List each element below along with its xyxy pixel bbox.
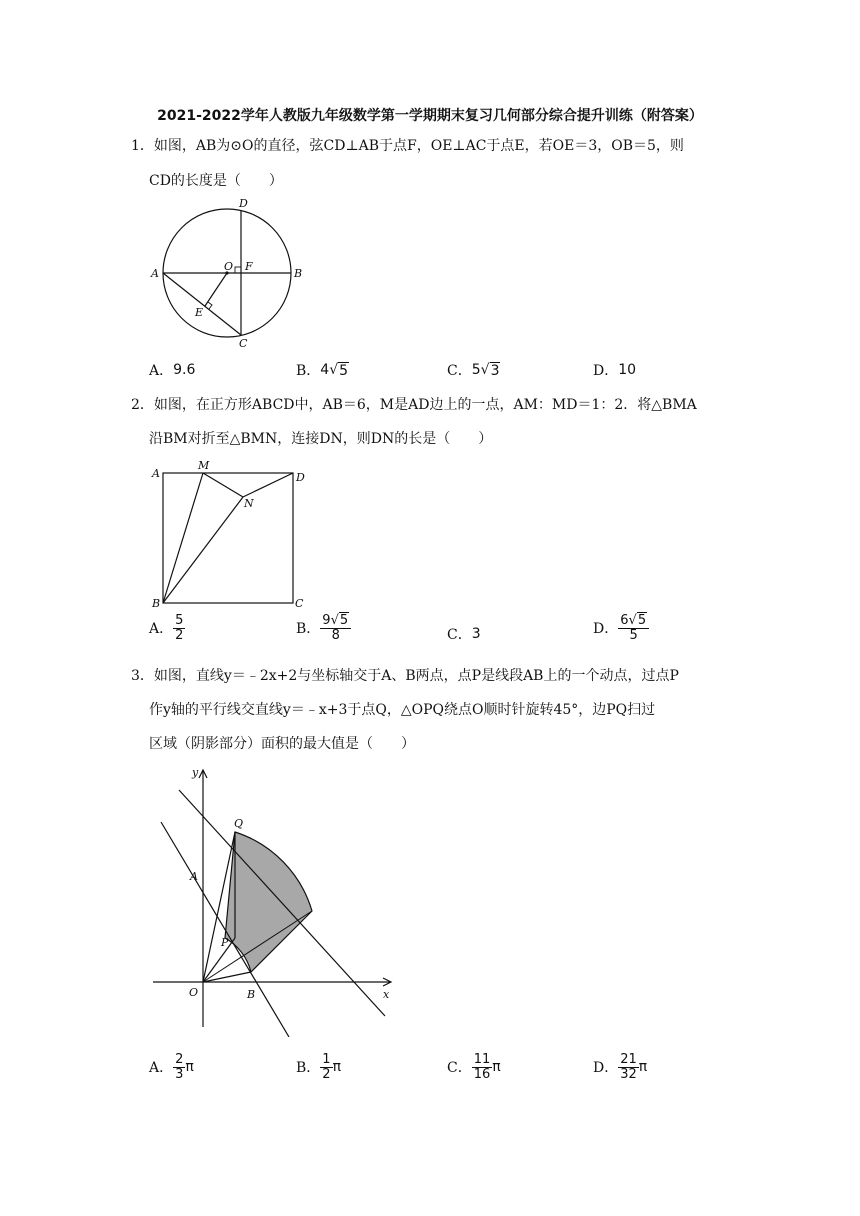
q1-option-b[interactable]	[296, 360, 349, 380]
fraction	[173, 1053, 185, 1081]
q1-stem-line1: 1．如图，AB为⊙O的直径，弦CD⊥AB于点F，OE⊥AC于点E，若OE＝3，OB＝5，则	[131, 138, 684, 154]
label-b: B	[294, 267, 303, 280]
q2-option-d[interactable]	[593, 614, 649, 642]
q3-stem-line1: 3．如图，直线y＝﹣2x+2与坐标轴交于A、B两点，点P是线段AB上的一个动点，过点P	[131, 668, 679, 684]
pi-symbol: π	[492, 1059, 501, 1076]
segment-mn	[203, 473, 243, 497]
denominator: 3	[175, 1066, 184, 1082]
option-prefix: C．	[447, 363, 472, 379]
label-p: P	[221, 936, 229, 949]
radicand: 5	[339, 613, 349, 628]
segment-dn	[243, 473, 293, 497]
numerator	[618, 614, 649, 629]
fraction	[618, 1053, 639, 1081]
pi-symbol: π	[332, 1059, 342, 1076]
option-prefix: D．	[593, 1060, 619, 1077]
q3-stem-line3: 区域（阴影部分）面积的最大值是（ ）	[149, 736, 415, 752]
q3-stem-line2: 作y轴的平行线交直线y＝﹣x+3于点Q，△OPQ绕点O顺时针旋转45°，边PQ扫过	[149, 702, 656, 718]
chord-ac	[163, 273, 241, 335]
q2-option-b[interactable]	[296, 614, 351, 642]
fraction	[618, 614, 649, 642]
option-prefix: A．	[149, 1060, 174, 1077]
q1-option-d[interactable]	[593, 360, 636, 380]
sqrt-icon: √	[628, 613, 637, 628]
option-prefix: D．	[593, 363, 619, 379]
option-radicand: 3	[490, 362, 500, 379]
segment-oe	[205, 273, 227, 306]
q3-coordinate-figure	[145, 762, 405, 1037]
numerator	[320, 614, 351, 629]
label-n: N	[244, 497, 254, 510]
numerator: 21	[620, 1052, 637, 1067]
q2-square-figure	[145, 455, 315, 610]
segment-bn	[163, 497, 243, 603]
label-o: O	[224, 260, 234, 273]
label-a: A	[151, 267, 159, 280]
radicand: 5	[637, 613, 647, 628]
coefficient: 6	[620, 613, 629, 628]
option-prefix: A．	[149, 363, 174, 379]
denominator: 2	[322, 1066, 331, 1082]
label-d: D	[296, 471, 305, 484]
pi-symbol: π	[185, 1059, 194, 1076]
q3-option-d[interactable]	[593, 1053, 647, 1081]
option-prefix: C．	[447, 1060, 472, 1077]
q1-circle-figure	[145, 195, 315, 350]
option-value: 10	[618, 362, 637, 378]
fraction	[320, 1053, 332, 1081]
q2-option-c[interactable]	[447, 624, 481, 644]
label-x: x	[383, 988, 390, 1001]
option-prefix: B．	[296, 621, 321, 638]
denominator: 5	[629, 627, 638, 643]
numerator: 1	[322, 1052, 331, 1067]
label-q: Q	[234, 817, 244, 830]
sqrt-icon: √	[329, 362, 339, 378]
label-a: A	[190, 870, 198, 883]
right-angle-f	[235, 267, 241, 273]
q1-stem-line2: CD的长度是（ ）	[149, 173, 283, 189]
sqrt-icon: √	[480, 362, 490, 378]
numerator: 5	[175, 613, 184, 628]
label-e: E	[195, 306, 204, 319]
label-o: O	[189, 986, 199, 999]
segment-bm	[163, 473, 203, 603]
denominator: 32	[620, 1066, 637, 1082]
denominator: 16	[473, 1066, 491, 1082]
q2-option-a[interactable]	[149, 614, 185, 642]
option-coefficient: 4	[320, 362, 330, 378]
option-value: 3	[471, 626, 481, 642]
label-y: y	[192, 766, 199, 779]
sqrt-icon: √	[330, 613, 339, 628]
q3-option-b[interactable]	[296, 1053, 341, 1081]
pi-symbol: π	[638, 1059, 648, 1076]
option-prefix: D．	[593, 621, 619, 638]
q2-stem-line1: 2．如图，在正方形ABCD中，AB＝6，M是AD边上的一点，AM：MD＝1：2．将△BMA	[131, 397, 697, 413]
option-prefix: A．	[149, 621, 174, 638]
denominator: 8	[331, 627, 340, 643]
option-prefix: B．	[296, 363, 321, 379]
fraction	[173, 614, 185, 642]
right-angle-e	[208, 302, 212, 309]
q3-option-a[interactable]	[149, 1053, 194, 1081]
numerator: 2	[175, 1052, 184, 1067]
q2-stem-line2: 沿BM对折至△BMN，连接DN，则DN的长是（ ）	[149, 431, 493, 447]
fraction	[320, 614, 351, 642]
coefficient: 9	[322, 613, 331, 628]
label-m: M	[198, 459, 210, 472]
label-b: B	[152, 597, 161, 610]
label-f: F	[245, 260, 253, 273]
denominator: 2	[175, 627, 184, 643]
q1-option-a[interactable]	[149, 360, 195, 380]
page-title: 2021-2022学年人教版九年级数学第一学期期末复习几何部分综合提升训练（附答案）	[157, 108, 703, 124]
q3-option-c[interactable]	[447, 1053, 501, 1081]
option-coefficient: 5	[471, 362, 481, 378]
numerator: 11	[473, 1052, 491, 1067]
label-b: B	[247, 988, 256, 1001]
q1-option-c[interactable]	[447, 360, 500, 380]
option-prefix: B．	[296, 1060, 321, 1077]
label-c: C	[295, 597, 304, 610]
option-radicand: 5	[339, 362, 349, 379]
option-prefix: C．	[447, 627, 472, 643]
fraction	[472, 1053, 493, 1081]
label-a: A	[152, 467, 160, 480]
option-value: 9.6	[173, 362, 196, 378]
label-c: C	[239, 337, 248, 350]
label-d: D	[239, 197, 248, 210]
